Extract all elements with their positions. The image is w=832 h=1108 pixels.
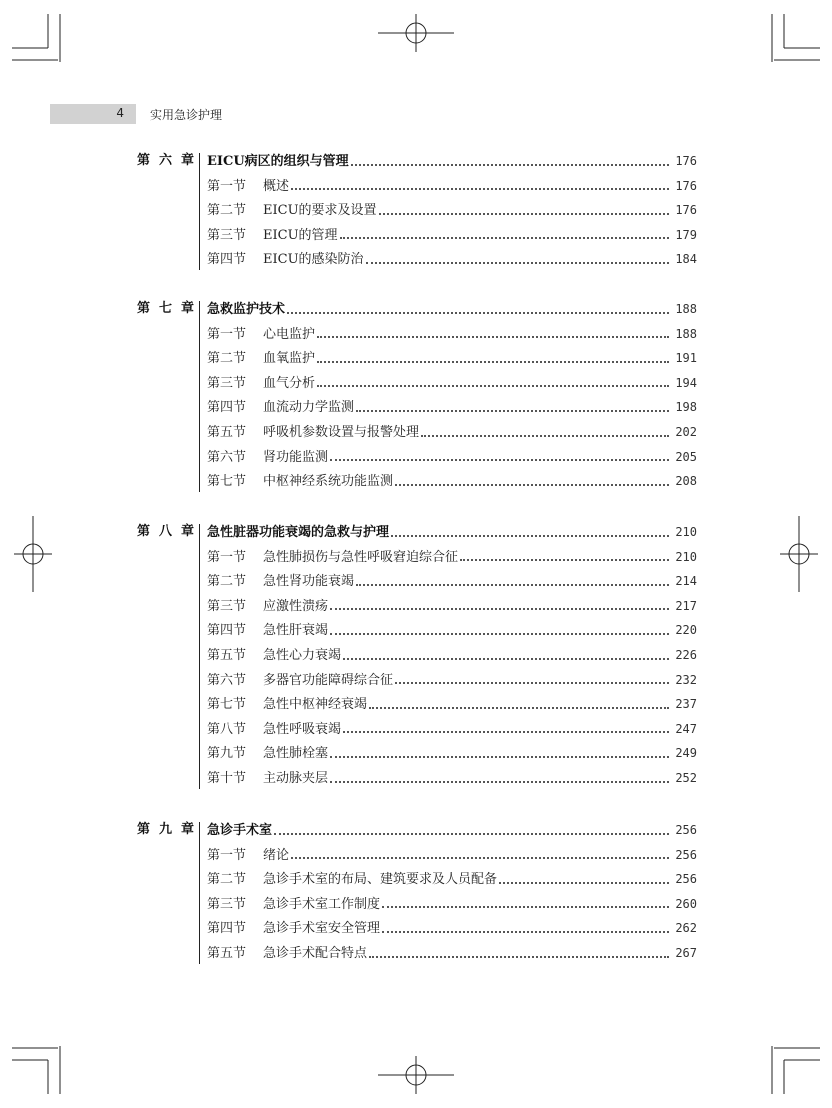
section-number: 第三节	[207, 227, 247, 243]
section-title: 呼吸机参数设置与报警处理	[263, 425, 420, 440]
section-number: 第二节	[207, 872, 247, 888]
section-number: 第九节	[207, 746, 247, 762]
section-title: 急性肺损伤与急性呼吸窘迫综合征	[263, 549, 459, 565]
dot-leader	[330, 632, 669, 635]
chapter-entry	[207, 151, 697, 171]
page-reference: 262	[675, 921, 697, 936]
section-title: 急诊手术室工作制度	[263, 896, 381, 912]
chapter-label	[137, 299, 195, 319]
section-entry	[207, 200, 697, 220]
section-number: 第五节	[207, 946, 247, 961]
section-entry	[207, 571, 697, 591]
page-reference: 188	[675, 302, 697, 316]
dot-leader	[317, 384, 669, 387]
chapter-label	[137, 820, 195, 840]
page-reference: 247	[675, 721, 697, 736]
section-entry	[207, 348, 697, 368]
section-number: 第三节	[207, 598, 247, 614]
section-title: 血气分析	[263, 375, 316, 391]
dot-leader	[382, 905, 669, 908]
page-reference: 249	[675, 746, 697, 761]
section-title: 急性肝衰竭	[263, 623, 329, 639]
chapter-label-char: 第	[137, 153, 151, 168]
chapter-label-char: 六	[159, 153, 173, 168]
section-number: 第一节	[207, 847, 247, 863]
dot-leader	[366, 261, 669, 264]
section-number: 第七节	[207, 697, 247, 713]
dot-leader	[330, 458, 669, 461]
chapter-entry	[207, 522, 697, 542]
page-number-bar	[50, 104, 136, 124]
chapter-label	[137, 151, 195, 171]
dot-leader	[460, 558, 669, 561]
section-entry	[207, 719, 697, 739]
page-reference: 208	[675, 474, 697, 489]
dot-leader	[395, 681, 669, 684]
section-title: EICU的要求及设置	[263, 203, 377, 219]
chapter-label-char: 第	[137, 524, 151, 539]
section-entry	[207, 596, 697, 616]
dot-leader	[330, 755, 669, 758]
section-entry	[207, 894, 697, 914]
section-title: EICU的感染防治	[263, 252, 364, 268]
section-entry	[207, 176, 697, 196]
dot-leader	[330, 780, 669, 783]
section-title: 心电监护	[263, 326, 316, 342]
section-entry	[207, 645, 697, 665]
dot-leader	[382, 930, 669, 933]
section-title: 急诊手术配合特点	[263, 946, 368, 961]
chapter-title: 急性脏器功能衰竭的急救与护理	[207, 525, 390, 540]
section-number: 第五节	[207, 648, 247, 663]
page-reference: 232	[675, 672, 697, 687]
section-number: 第十节	[207, 771, 247, 786]
chapter-label-char: 章	[181, 822, 195, 837]
section-entry	[207, 547, 697, 567]
chapter-label	[137, 522, 195, 542]
page-reference: 176	[675, 178, 697, 193]
dot-leader	[343, 657, 669, 660]
chapter-title: 急救监护技术	[207, 302, 286, 317]
section-number: 第六节	[207, 672, 247, 688]
section-entry	[207, 471, 697, 491]
section-title: 主动脉夹层	[263, 771, 329, 786]
section-number: 第四节	[207, 921, 247, 937]
section-title: 多器官功能障碍综合征	[263, 672, 394, 688]
section-title: 概述	[263, 178, 290, 194]
dot-leader	[330, 607, 669, 610]
section-number: 第二节	[207, 351, 247, 367]
dot-leader	[291, 856, 669, 859]
chapter-title: EICU病区的组织与管理	[207, 154, 349, 169]
dot-leader	[356, 583, 669, 586]
dot-leader	[499, 881, 669, 884]
page-reference: 176	[675, 203, 697, 218]
page-number: 4	[116, 106, 124, 120]
section-number: 第四节	[207, 623, 247, 639]
chapter-entry	[207, 820, 697, 840]
section-number: 第一节	[207, 178, 247, 194]
page-reference: 256	[675, 847, 697, 862]
chapter-label-char: 第	[137, 822, 151, 837]
section-number: 第四节	[207, 252, 247, 268]
section-title: 急性肺栓塞	[263, 746, 329, 762]
section-entry	[207, 324, 697, 344]
section-entry	[207, 422, 697, 442]
section-title: 绪论	[263, 847, 290, 863]
section-number: 第二节	[207, 574, 247, 590]
section-number: 第八节	[207, 721, 247, 737]
chapter-label-char: 七	[159, 301, 173, 316]
section-title: 急性呼吸衰竭	[263, 721, 342, 737]
book-title: 实用急诊护理	[150, 108, 223, 122]
page-reference: 191	[675, 351, 697, 366]
section-title: 血流动力学监测	[263, 400, 355, 416]
running-head	[0, 104, 832, 124]
chapter-rule	[199, 153, 200, 270]
page-reference: 176	[675, 154, 697, 168]
page-reference: 217	[675, 598, 697, 613]
page-reference: 252	[675, 771, 697, 785]
dot-leader	[356, 409, 669, 412]
chapter-label-char: 第	[137, 301, 151, 316]
section-number: 第一节	[207, 326, 247, 342]
dot-leader	[343, 730, 669, 733]
section-title: 急性肾功能衰竭	[263, 574, 355, 590]
page-reference: 179	[675, 227, 697, 242]
dot-leader	[351, 163, 669, 166]
section-number: 第五节	[207, 425, 247, 440]
dot-leader	[369, 955, 669, 958]
section-number: 第四节	[207, 400, 247, 416]
page-reference: 237	[675, 697, 697, 712]
section-entry	[207, 670, 697, 690]
chapter-label-char: 九	[159, 822, 173, 837]
section-title: 应激性溃疡	[263, 598, 329, 614]
dot-leader	[317, 335, 669, 338]
section-entry	[207, 373, 697, 393]
page-reference: 184	[675, 252, 697, 267]
section-number: 第一节	[207, 549, 247, 565]
section-entry	[207, 397, 697, 417]
chapter-rule	[199, 822, 200, 964]
section-title: 急诊手术室的布局、建筑要求及人员配备	[263, 872, 498, 888]
dot-leader	[379, 212, 669, 215]
dot-leader	[369, 706, 669, 709]
section-entry	[207, 249, 697, 269]
dot-leader	[274, 832, 669, 835]
chapter-title: 急诊手术室	[207, 823, 273, 838]
section-entry	[207, 447, 697, 467]
page-reference: 188	[675, 326, 697, 341]
section-entry	[207, 869, 697, 889]
page-reference: 194	[675, 375, 697, 390]
section-title: 中枢神经系统功能监测	[263, 474, 394, 490]
section-title: 急性心力衰竭	[263, 648, 342, 663]
section-number: 第六节	[207, 449, 247, 465]
section-number: 第二节	[207, 203, 247, 219]
section-number: 第七节	[207, 474, 247, 490]
page-reference: 260	[675, 896, 697, 911]
chapter-label-char: 章	[181, 301, 195, 316]
page-reference: 220	[675, 623, 697, 638]
page-reference: 256	[675, 823, 697, 837]
page-reference: 198	[675, 400, 697, 415]
page-reference: 226	[675, 648, 697, 662]
page-reference: 214	[675, 574, 697, 589]
page-reference: 205	[675, 449, 697, 464]
chapter-entry	[207, 299, 697, 319]
section-entry	[207, 768, 697, 788]
dot-leader	[287, 311, 669, 314]
section-title: EICU的管理	[263, 227, 338, 243]
page-reference: 267	[675, 946, 697, 960]
section-title: 急诊手术室安全管理	[263, 921, 381, 937]
section-entry	[207, 845, 697, 865]
section-entry	[207, 620, 697, 640]
dot-leader	[395, 483, 669, 486]
section-entry	[207, 225, 697, 245]
dot-leader	[291, 187, 669, 190]
chapter-rule	[199, 524, 200, 789]
page-reference: 210	[675, 549, 697, 564]
dot-leader	[340, 236, 669, 239]
dot-leader	[317, 360, 669, 363]
section-entry	[207, 743, 697, 763]
chapter-label-char: 八	[159, 524, 173, 539]
dot-leader	[391, 534, 669, 537]
section-entry	[207, 918, 697, 938]
page-reference: 256	[675, 872, 697, 887]
chapter-label-char: 章	[181, 524, 195, 539]
chapter-label-char: 章	[181, 153, 195, 168]
section-entry	[207, 943, 697, 963]
section-title: 血氧监护	[263, 351, 316, 367]
section-title: 急性中枢神经衰竭	[263, 697, 368, 713]
section-number: 第三节	[207, 375, 247, 391]
dot-leader	[421, 434, 669, 437]
chapter-rule	[199, 301, 200, 492]
page-reference: 210	[675, 525, 697, 539]
section-number: 第三节	[207, 896, 247, 912]
page-reference: 202	[675, 425, 697, 439]
section-title: 肾功能监测	[263, 449, 329, 465]
section-entry	[207, 694, 697, 714]
